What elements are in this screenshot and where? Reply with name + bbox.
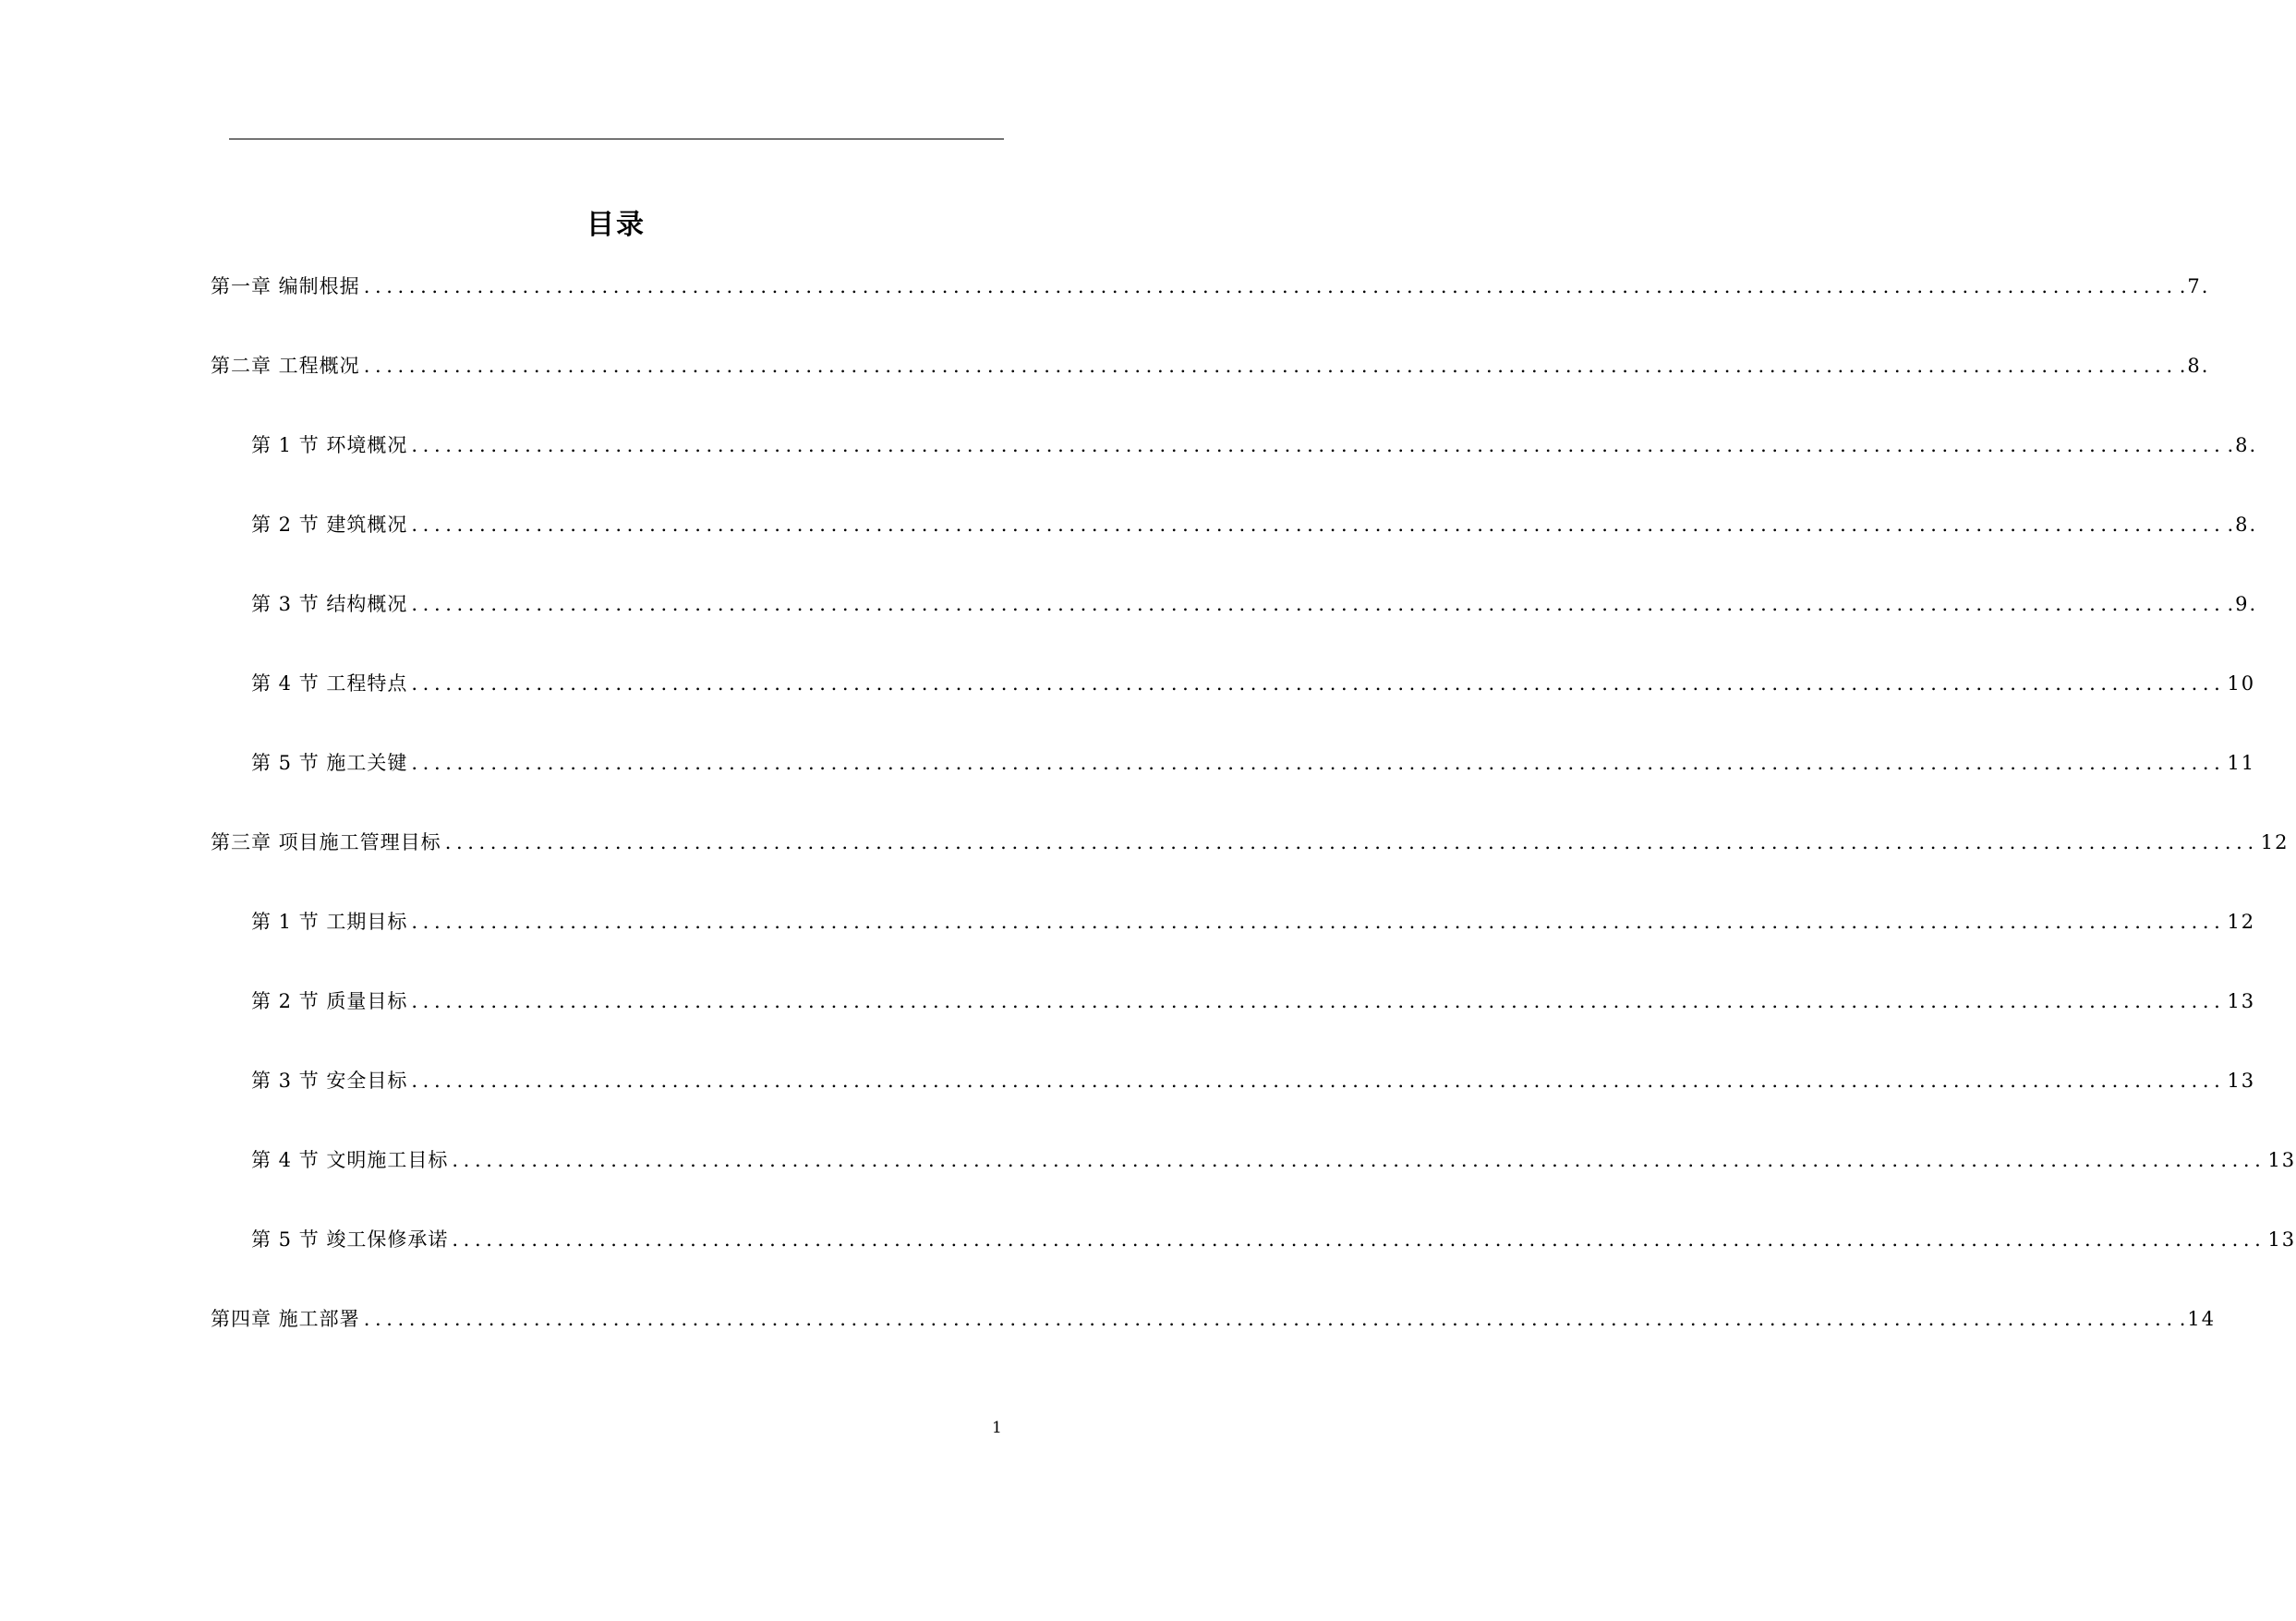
toc-entry-page: .8.: [2227, 514, 2258, 536]
toc-entry-title: 第一章 编制根据: [211, 275, 360, 297]
toc-entry-title: 第 5 节 施工关键: [251, 752, 408, 774]
toc-entry-chapter-1[interactable]: [211, 270, 2210, 303]
toc-dot-leader: ................................................................................................................................................................: [452, 1228, 2266, 1251]
toc-entry-chapter-3[interactable]: [211, 826, 2290, 859]
toc-dot-leader: ................................................................................................................................................................: [411, 990, 2226, 1012]
toc-entry-page: .8.: [2227, 434, 2258, 456]
toc-entry-page: 10: [2227, 672, 2256, 695]
toc-dot-leader: ................................................................................................................................................................: [411, 911, 2226, 933]
toc-entry-title: 第三章 项目施工管理目标: [211, 831, 441, 853]
toc-entry-page: 11: [2227, 752, 2256, 774]
toc-entry-ch3-section-2[interactable]: [251, 985, 2256, 1018]
toc-entry-ch3-section-1[interactable]: [251, 905, 2256, 938]
toc-dot-leader: ................................................................................................................................................................: [363, 1308, 2178, 1330]
toc-entry-page: .8.: [2179, 355, 2210, 377]
toc-entry-title: 第 2 节 质量目标: [251, 990, 408, 1012]
toc-entry-page: 12: [2227, 911, 2256, 933]
toc-dot-leader: ................................................................................................................................................................: [411, 434, 2226, 456]
toc-entry-ch2-section-3[interactable]: [251, 587, 2258, 621]
toc-entry-title: 第 1 节 工期目标: [251, 911, 408, 933]
toc-entry-title: 第 5 节 竣工保修承诺: [251, 1228, 449, 1251]
toc-entry-title: 第二章 工程概况: [211, 355, 360, 377]
toc-entry-chapter-4[interactable]: [211, 1302, 2217, 1336]
toc-dot-leader: ................................................................................................................................................................: [363, 355, 2178, 377]
toc-entry-ch3-section-4[interactable]: [251, 1143, 2296, 1177]
toc-entry-chapter-2[interactable]: [211, 349, 2210, 382]
toc-entry-title: 第 2 节 建筑概况: [251, 514, 408, 536]
toc-dot-leader: ................................................................................................................................................................: [411, 514, 2226, 536]
toc-title: 目录: [586, 209, 646, 242]
toc-entry-ch2-section-4[interactable]: [251, 667, 2256, 700]
toc-entry-ch2-section-5[interactable]: [251, 746, 2256, 780]
page-number: 1: [992, 1419, 1002, 1437]
toc-entry-page: .14: [2179, 1308, 2217, 1330]
toc-entry-page: .9.: [2227, 593, 2258, 615]
toc-dot-leader: ................................................................................................................................................................: [411, 1070, 2226, 1092]
toc-entry-page: 13: [2227, 990, 2256, 1012]
toc-entry-page: 13: [2267, 1149, 2296, 1171]
toc-entry-title: 第四章 施工部署: [211, 1308, 360, 1330]
toc-entry-title: 第 4 节 工程特点: [251, 672, 408, 695]
toc-entry-ch2-section-2[interactable]: [251, 508, 2258, 541]
toc-dot-leader: ................................................................................................................................................................: [411, 672, 2226, 695]
toc-entry-title: 第 3 节 安全目标: [251, 1070, 408, 1092]
toc-entry-page: 13: [2227, 1070, 2256, 1092]
toc-dot-leader: ................................................................................................................................................................: [363, 275, 2178, 297]
toc-entry-ch3-section-3[interactable]: [251, 1064, 2256, 1097]
toc-entry-page: .7.: [2179, 275, 2210, 297]
toc-dot-leader: ................................................................................................................................................................: [444, 831, 2259, 853]
toc-dot-leader: ................................................................................................................................................................: [411, 752, 2226, 774]
toc-dot-leader: ................................................................................................................................................................: [452, 1149, 2266, 1171]
toc-entry-ch2-section-1[interactable]: [251, 429, 2258, 462]
toc-dot-leader: ................................................................................................................................................................: [411, 593, 2226, 615]
toc-entry-title: 第 4 节 文明施工目标: [251, 1149, 449, 1171]
toc-entry-title: 第 3 节 结构概况: [251, 593, 408, 615]
toc-entry-ch3-section-5[interactable]: [251, 1223, 2296, 1256]
toc-entry-page: 13: [2267, 1228, 2296, 1251]
toc-entry-page: 12: [2260, 831, 2290, 853]
toc-entry-title: 第 1 节 环境概况: [251, 434, 408, 456]
